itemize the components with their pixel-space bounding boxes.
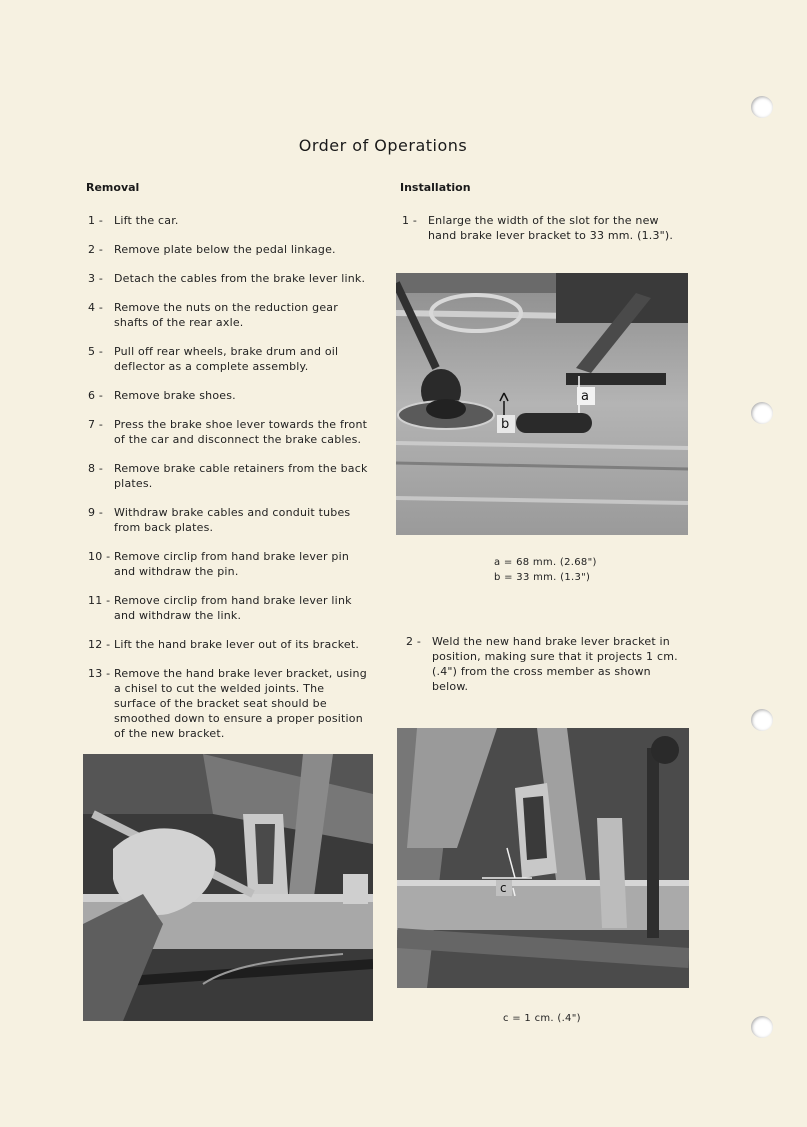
removal-step: 8 - Remove brake cable retainers from the back plates.	[88, 462, 368, 490]
removal-step: 12 - Lift the hand brake lever out of its bracket.	[88, 638, 360, 651]
removal-step: 11 - Remove circlip from hand brake lever link and withdraw the link.	[88, 594, 352, 622]
slot-photo	[396, 273, 688, 535]
removal-step: 7 - Press the brake shoe lever towards the front of the car and disconnect the brake cables.	[88, 418, 368, 446]
installation-steps	[402, 213, 682, 243]
removal-step: 3 - Detach the cables from the brake lever link.	[88, 272, 366, 285]
removal-step: 6 - Remove brake shoes.	[88, 389, 236, 402]
installation-heading: Installation	[400, 181, 471, 194]
caption-b: b = 33 mm. (1.3")	[494, 572, 591, 583]
binder-hole	[751, 402, 773, 424]
removal-step: 13 - Remove the hand brake lever bracket, using a chisel to cut the welded joints. The surface of the bracket seat should be smoothed down to ensure a proper position of the new bracket.	[88, 667, 367, 740]
label-c: c	[500, 881, 507, 895]
binder-hole	[751, 1016, 773, 1038]
removal-step: 1 - Lift the car.	[88, 214, 179, 227]
removal-step: 2 - Remove plate below the pedal linkage.	[88, 243, 336, 256]
removal-step: 5 - Pull off rear wheels, brake drum and oil deflector as a complete assembly.	[88, 345, 339, 373]
binder-hole	[751, 96, 773, 118]
caption-c: c = 1 cm. (.4")	[503, 1013, 581, 1024]
installation-steps	[406, 634, 682, 694]
label-b: b	[501, 417, 510, 432]
page-title: Order of Operations	[298, 136, 468, 155]
removal-heading: Removal	[86, 181, 140, 194]
removal-step: 4 - Remove the nuts on the reduction gear shafts of the rear axle.	[88, 301, 338, 329]
installation-step: 2 - Weld the new hand brake lever bracket in position, making sure that it projects 1 cm. (.4") from the cross member as shown below.	[406, 635, 678, 693]
label-a: a	[581, 389, 589, 404]
caption-a: a = 68 mm. (2.68")	[494, 557, 597, 568]
removal-steps	[88, 213, 368, 741]
installation-step: 1 - Enlarge the width of the slot for the new hand brake lever bracket to 33 mm. (1.3").	[402, 214, 674, 242]
chisel-photo	[83, 754, 373, 1021]
binder-hole	[751, 709, 773, 731]
removal-step: 9 - Withdraw brake cables and conduit tubes from back plates.	[88, 506, 351, 534]
removal-step: 10 - Remove circlip from hand brake lever pin and withdraw the pin.	[88, 550, 350, 578]
bracket-photo	[397, 728, 689, 988]
